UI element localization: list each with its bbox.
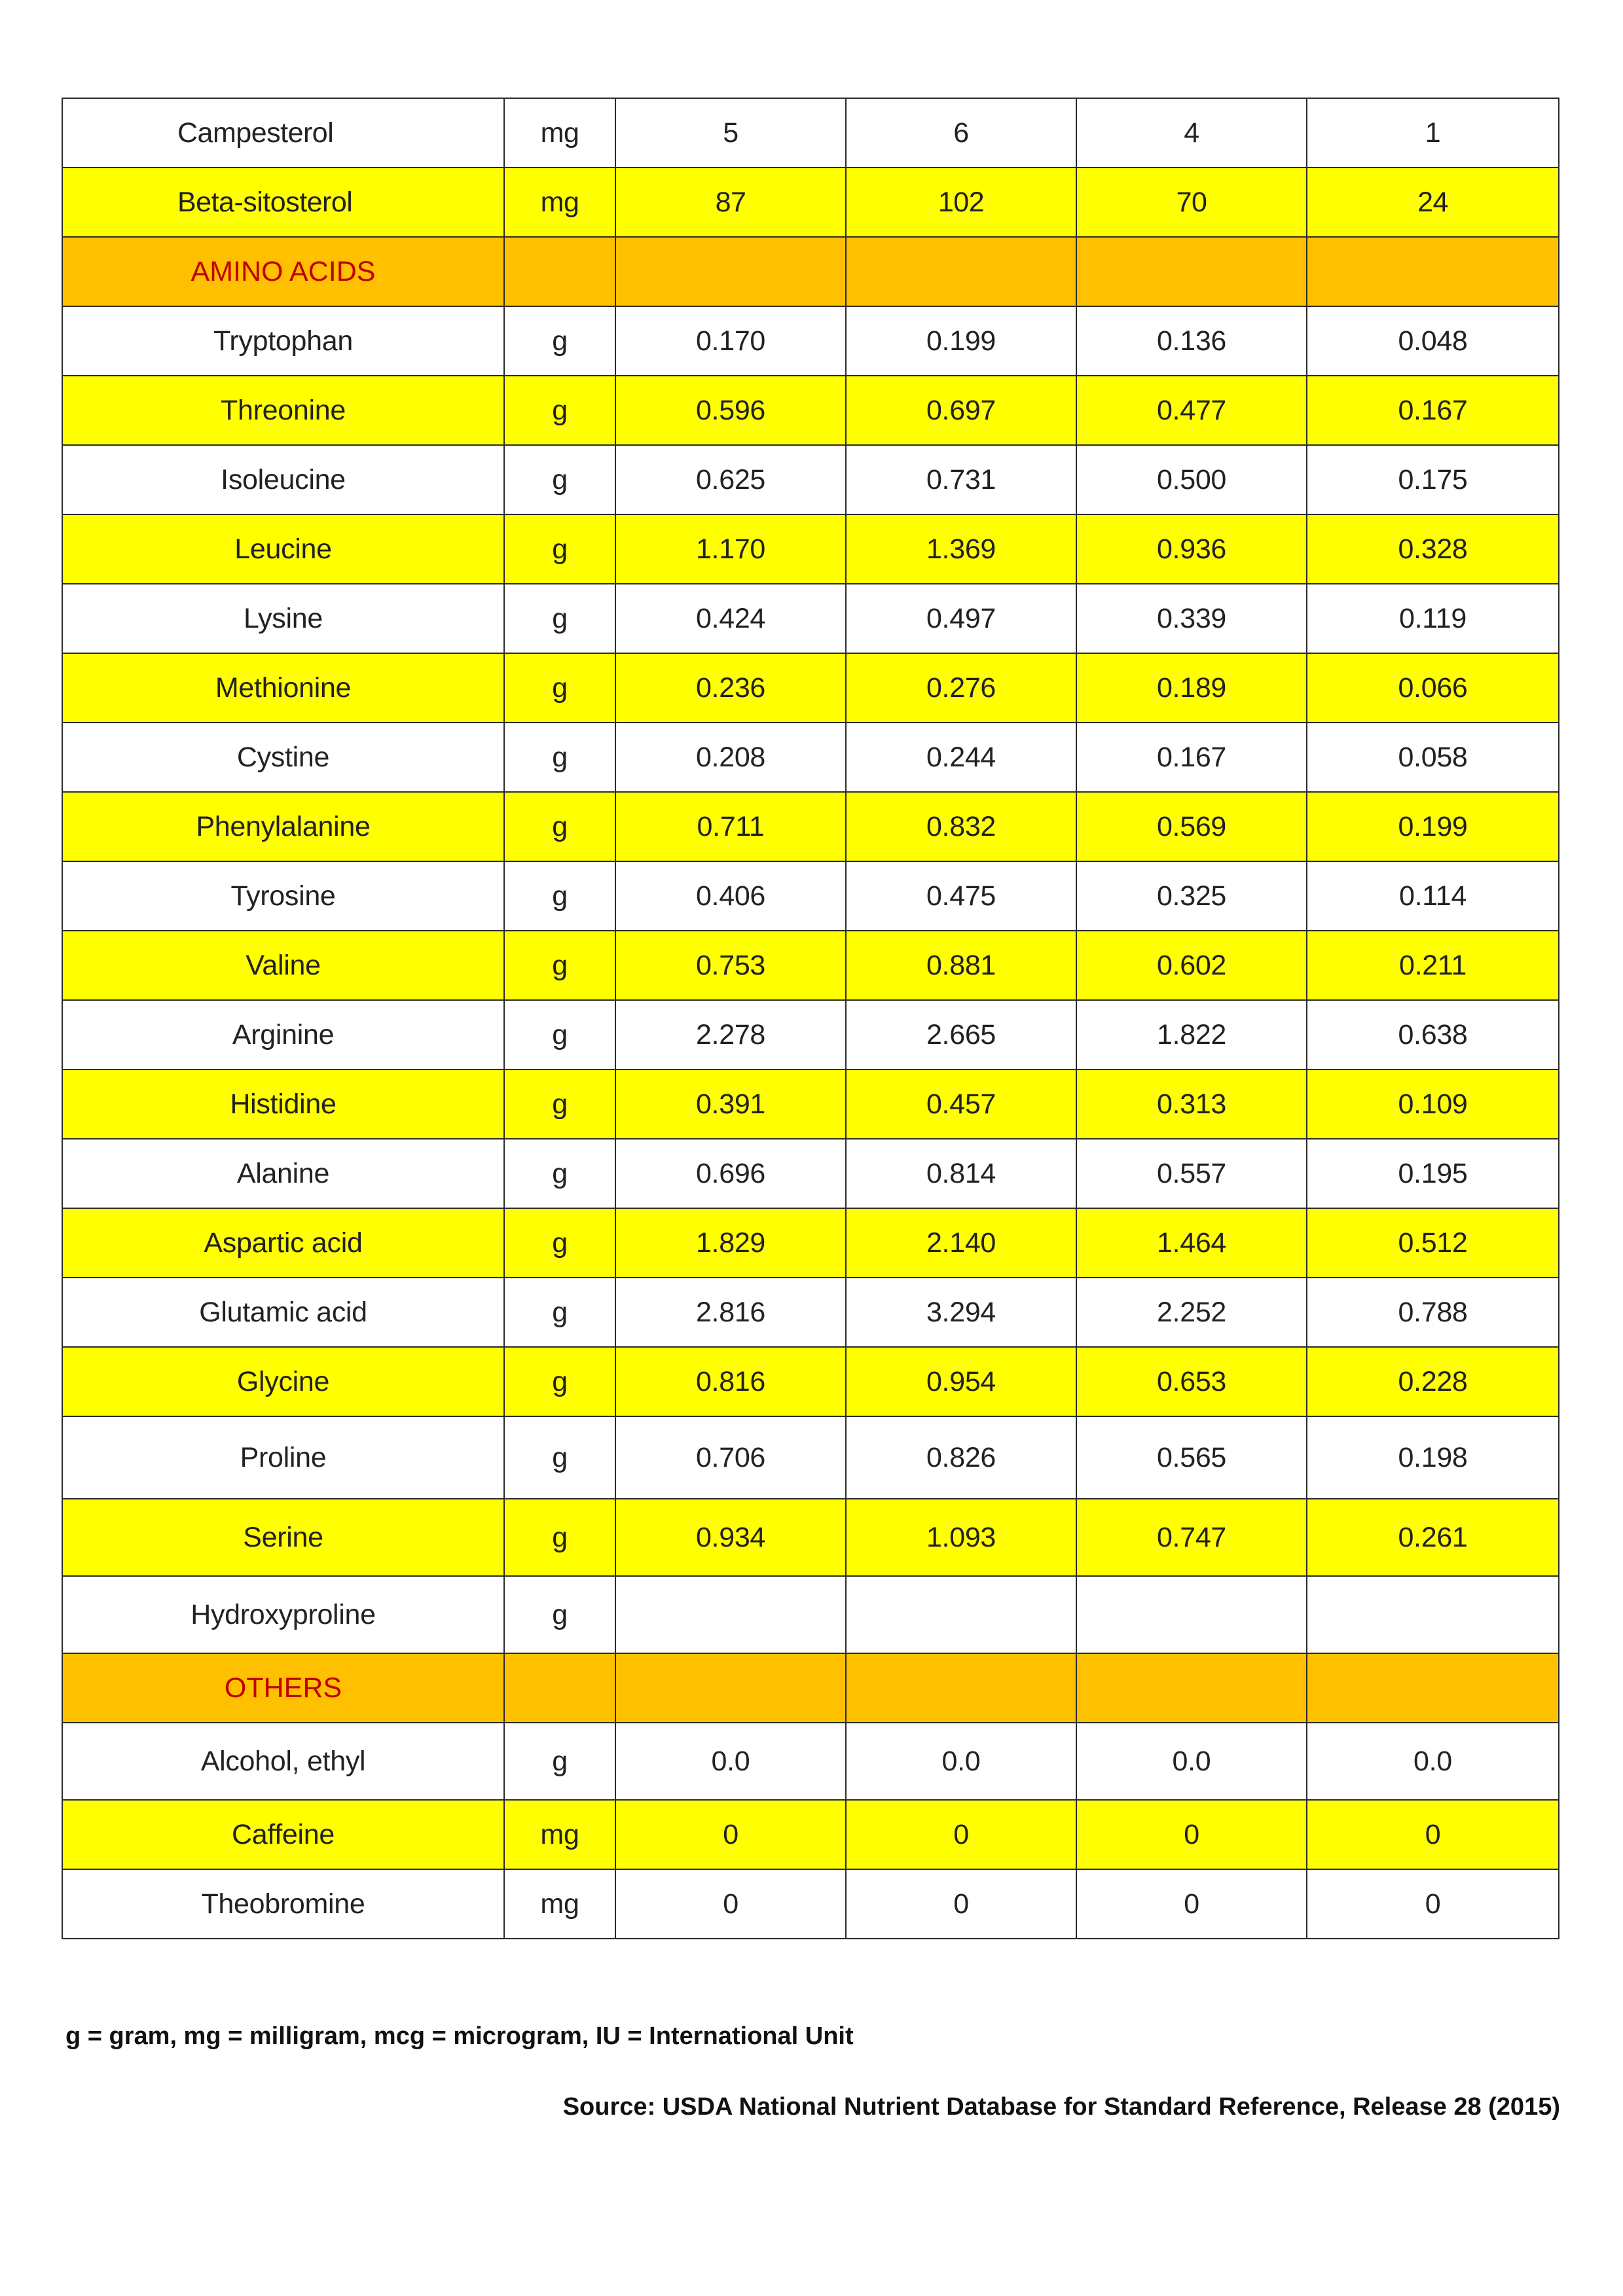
value-cell: 0.625: [615, 445, 846, 514]
value-cell: 1.170: [615, 514, 846, 584]
value-cell: 2.665: [846, 1000, 1076, 1069]
unit-cell: g: [504, 1416, 615, 1499]
value-cell: 1.829: [615, 1208, 846, 1278]
value-cell: 70: [1076, 168, 1307, 237]
value-cell: 24: [1307, 168, 1559, 237]
nutrient-name: Caffeine: [62, 1800, 504, 1869]
unit-cell: g: [504, 723, 615, 792]
value-cell: 0.167: [1307, 376, 1559, 445]
value-cell: 2.278: [615, 1000, 846, 1069]
unit-cell: g: [504, 792, 615, 861]
value-cell: 2.140: [846, 1208, 1076, 1278]
unit-cell: g: [504, 376, 615, 445]
nutrient-name: Isoleucine: [62, 445, 504, 514]
value-cell: 0.325: [1076, 861, 1307, 931]
nutrient-name: Threonine: [62, 376, 504, 445]
value-cell: 0.406: [615, 861, 846, 931]
value-cell: 3.294: [846, 1278, 1076, 1347]
value-cell: 0.211: [1307, 931, 1559, 1000]
units-footnote: g = gram, mg = milligram, mcg = microgram, IU = International Unit: [65, 2022, 854, 2050]
unit-cell: g: [504, 1208, 615, 1278]
unit-cell: g: [504, 1499, 615, 1576]
value-cell: [846, 1576, 1076, 1653]
value-cell: 0.753: [615, 931, 846, 1000]
nutrient-name: Proline: [62, 1416, 504, 1499]
unit-cell: g: [504, 1347, 615, 1416]
unit-cell: g: [504, 1723, 615, 1800]
unit-cell: g: [504, 1000, 615, 1069]
section-title: OTHERS: [62, 1653, 504, 1723]
table-row-threonine: [62, 376, 1559, 445]
unit-cell: mg: [504, 98, 615, 168]
value-cell: 0.881: [846, 931, 1076, 1000]
value-cell: 0.195: [1307, 1139, 1559, 1208]
value-cell: 5: [615, 98, 846, 168]
table-row-alcohol-ethyl: [62, 1723, 1559, 1800]
value-cell: 0: [1307, 1869, 1559, 1939]
value-cell: 0.602: [1076, 931, 1307, 1000]
value-cell: 0: [846, 1800, 1076, 1869]
unit-cell: g: [504, 861, 615, 931]
value-cell: 1.093: [846, 1499, 1076, 1576]
value-cell: 0.565: [1076, 1416, 1307, 1499]
value-cell: 2.252: [1076, 1278, 1307, 1347]
value-cell: 2.816: [615, 1278, 846, 1347]
unit-cell: g: [504, 1278, 615, 1347]
value-cell: 0.424: [615, 584, 846, 653]
empty-cell: [504, 1653, 615, 1723]
value-cell: 0.114: [1307, 861, 1559, 931]
value-cell: 0.477: [1076, 376, 1307, 445]
table-row-isoleucine: [62, 445, 1559, 514]
value-cell: 0.048: [1307, 306, 1559, 376]
nutrient-name: Tryptophan: [62, 306, 504, 376]
value-cell: 0.0: [846, 1723, 1076, 1800]
value-cell: 0.475: [846, 861, 1076, 931]
table-row-aspartic-acid: [62, 1208, 1559, 1278]
empty-cell: [504, 237, 615, 306]
unit-cell: mg: [504, 168, 615, 237]
value-cell: 0.328: [1307, 514, 1559, 584]
unit-cell: g: [504, 1139, 615, 1208]
value-cell: 0.512: [1307, 1208, 1559, 1278]
empty-cell: [1076, 237, 1307, 306]
unit-cell: g: [504, 653, 615, 723]
value-cell: 0.119: [1307, 584, 1559, 653]
table-row-hydroxyproline: [62, 1576, 1559, 1653]
value-cell: 0.236: [615, 653, 846, 723]
value-cell: 0.244: [846, 723, 1076, 792]
value-cell: 0: [846, 1869, 1076, 1939]
value-cell: 0.228: [1307, 1347, 1559, 1416]
value-cell: 0.276: [846, 653, 1076, 723]
empty-cell: [615, 1653, 846, 1723]
value-cell: [1307, 1576, 1559, 1653]
table-row-histidine: [62, 1069, 1559, 1139]
value-cell: 1.464: [1076, 1208, 1307, 1278]
section-title: AMINO ACIDS: [62, 237, 504, 306]
nutrient-name: Phenylalanine: [62, 792, 504, 861]
table-row-leucine: [62, 514, 1559, 584]
nutrient-name: Serine: [62, 1499, 504, 1576]
value-cell: 0.638: [1307, 1000, 1559, 1069]
value-cell: 0.198: [1307, 1416, 1559, 1499]
value-cell: 0.0: [1076, 1723, 1307, 1800]
nutrient-name: Hydroxyproline: [62, 1576, 504, 1653]
table-row-lysine: [62, 584, 1559, 653]
nutrient-name: Lysine: [62, 584, 504, 653]
value-cell: 0.816: [615, 1347, 846, 1416]
value-cell: 0.167: [1076, 723, 1307, 792]
value-cell: 0: [1307, 1800, 1559, 1869]
value-cell: 0.066: [1307, 653, 1559, 723]
table-row-cystine: [62, 723, 1559, 792]
empty-cell: [1076, 1653, 1307, 1723]
value-cell: 4: [1076, 98, 1307, 168]
value-cell: 0.339: [1076, 584, 1307, 653]
table-row-alanine: [62, 1139, 1559, 1208]
value-cell: 0.0: [1307, 1723, 1559, 1800]
nutrient-name: Arginine: [62, 1000, 504, 1069]
unit-cell: g: [504, 514, 615, 584]
unit-cell: mg: [504, 1800, 615, 1869]
value-cell: 1.369: [846, 514, 1076, 584]
empty-cell: [1307, 1653, 1559, 1723]
value-cell: 0.199: [846, 306, 1076, 376]
table-row-campesterol: [62, 98, 1559, 168]
table-row-phenylalanine: [62, 792, 1559, 861]
unit-cell: g: [504, 584, 615, 653]
value-cell: 0.934: [615, 1499, 846, 1576]
value-cell: 0.136: [1076, 306, 1307, 376]
value-cell: 0.832: [846, 792, 1076, 861]
table-row-valine: [62, 931, 1559, 1000]
nutrient-name: Glutamic acid: [62, 1278, 504, 1347]
value-cell: 0.175: [1307, 445, 1559, 514]
value-cell: 0.596: [615, 376, 846, 445]
value-cell: 0.731: [846, 445, 1076, 514]
empty-cell: [615, 237, 846, 306]
table-row-glutamic-acid: [62, 1278, 1559, 1347]
unit-cell: mg: [504, 1869, 615, 1939]
value-cell: 0.189: [1076, 653, 1307, 723]
value-cell: 102: [846, 168, 1076, 237]
table-row-serine: [62, 1499, 1559, 1576]
value-cell: 0.696: [615, 1139, 846, 1208]
value-cell: 0.170: [615, 306, 846, 376]
value-cell: 0.058: [1307, 723, 1559, 792]
table-row-beta-sitosterol: [62, 168, 1559, 237]
nutrient-name: Alanine: [62, 1139, 504, 1208]
value-cell: 0.814: [846, 1139, 1076, 1208]
value-cell: 0.391: [615, 1069, 846, 1139]
table-row-arginine: [62, 1000, 1559, 1069]
nutrient-name: Methionine: [62, 653, 504, 723]
nutrient-name: Valine: [62, 931, 504, 1000]
value-cell: 0.826: [846, 1416, 1076, 1499]
value-cell: 0.497: [846, 584, 1076, 653]
empty-cell: [846, 1653, 1076, 1723]
table-row-caffeine: [62, 1800, 1559, 1869]
value-cell: 0.500: [1076, 445, 1307, 514]
nutrient-name: Histidine: [62, 1069, 504, 1139]
value-cell: 1: [1307, 98, 1559, 168]
table-row-tyrosine: [62, 861, 1559, 931]
nutrient-name: Cystine: [62, 723, 504, 792]
value-cell: 0.457: [846, 1069, 1076, 1139]
nutrient-name: Theobromine: [62, 1869, 504, 1939]
nutrient-name: Beta-sitosterol: [62, 168, 504, 237]
unit-cell: g: [504, 445, 615, 514]
value-cell: 0.653: [1076, 1347, 1307, 1416]
value-cell: 0.208: [615, 723, 846, 792]
value-cell: 0.557: [1076, 1139, 1307, 1208]
source-citation: Source: USDA National Nutrient Database for Standard Reference, Release 28 (2015): [562, 2093, 1560, 2121]
value-cell: 0.788: [1307, 1278, 1559, 1347]
value-cell: 6: [846, 98, 1076, 168]
value-cell: 0.199: [1307, 792, 1559, 861]
value-cell: 0.697: [846, 376, 1076, 445]
section-header-others: [62, 1653, 1559, 1723]
value-cell: [615, 1576, 846, 1653]
value-cell: 0.711: [615, 792, 846, 861]
nutrient-name: Alcohol, ethyl: [62, 1723, 504, 1800]
table-row-tryptophan: [62, 306, 1559, 376]
table-row-theobromine: [62, 1869, 1559, 1939]
unit-cell: g: [504, 306, 615, 376]
unit-cell: g: [504, 1069, 615, 1139]
value-cell: 0.954: [846, 1347, 1076, 1416]
value-cell: 0.569: [1076, 792, 1307, 861]
table-row-glycine: [62, 1347, 1559, 1416]
value-cell: 0.747: [1076, 1499, 1307, 1576]
value-cell: 0: [615, 1800, 846, 1869]
value-cell: 0.313: [1076, 1069, 1307, 1139]
value-cell: 0: [1076, 1800, 1307, 1869]
value-cell: 0: [1076, 1869, 1307, 1939]
value-cell: 0.0: [615, 1723, 846, 1800]
nutrient-name: Tyrosine: [62, 861, 504, 931]
section-header-amino-acids: [62, 237, 1559, 306]
nutrient-name: Leucine: [62, 514, 504, 584]
empty-cell: [1307, 237, 1559, 306]
table-row-proline: [62, 1416, 1559, 1499]
value-cell: 0.109: [1307, 1069, 1559, 1139]
nutrient-name: Campesterol: [62, 98, 504, 168]
nutrient-table: [62, 98, 1559, 1939]
value-cell: 1.822: [1076, 1000, 1307, 1069]
value-cell: 87: [615, 168, 846, 237]
nutrient-name: Aspartic acid: [62, 1208, 504, 1278]
value-cell: 0.706: [615, 1416, 846, 1499]
table-row-methionine: [62, 653, 1559, 723]
value-cell: 0.936: [1076, 514, 1307, 584]
unit-cell: g: [504, 931, 615, 1000]
empty-cell: [846, 237, 1076, 306]
value-cell: [1076, 1576, 1307, 1653]
nutrient-name: Glycine: [62, 1347, 504, 1416]
value-cell: 0: [615, 1869, 846, 1939]
unit-cell: g: [504, 1576, 615, 1653]
value-cell: 0.261: [1307, 1499, 1559, 1576]
